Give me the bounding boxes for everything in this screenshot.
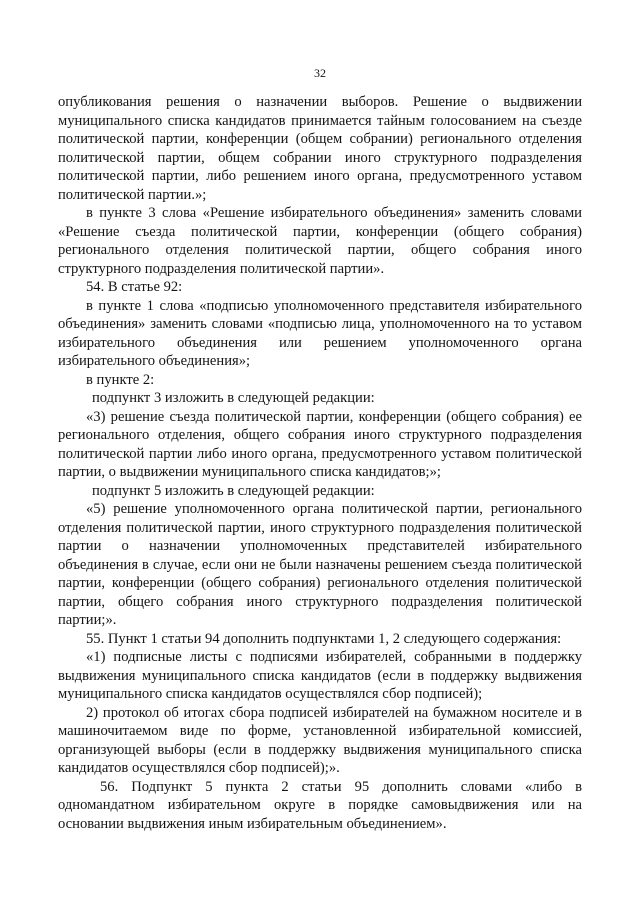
paragraph: опубликования решения о назначении выборов. Решение о выдвижении муниципального списка кандидатов принимается тайным голосованием на съезде политической партии, конференции (общем собрании) регионального отделения политической партии, общем собрании иного структурного подразделения политической партии, либо решением иного органа, предусмотренного уставом политической партии.»; (58, 94, 582, 203)
paragraph: в пункте 1 слова «подписью уполномоченного представителя избирательного объединения» заменить словами «подписью лица, уполномоченного на то уставом избирательного объединения или решением уполномоченного органа избирательного объединения»; (58, 297, 582, 369)
page-number: 32 (314, 66, 326, 80)
paragraph: подпункт 3 изложить в следующей редакции: (92, 390, 375, 406)
paragraph: подпункт 5 изложить в следующей редакции: (92, 482, 375, 499)
paragraph: «1) подписные листы с подписями избирателей, собранными в поддержку выдвижения муниципального списка кандидатов (если в поддержку выдвижения муниципального списка кандидатов осуществлялся сбор подписей); (58, 649, 582, 702)
paragraph: в пункте 2: (86, 371, 155, 388)
document-body (58, 93, 582, 833)
paragraph: «5) решение уполномоченного органа политической партии, регионального отделения политической партии, иного структурного подразделения политической партии о назначении уполномоченных представителей избирательного объединения в случае, если они не были назначены решением съезда политической партии, конференции (общего собрания) регионального отделения политической партии, общего собрания иного структурного подразделения политической партии;». (58, 501, 582, 628)
paragraph: 54. В статье 92: (86, 279, 183, 295)
paragraph: «3) решение съезда политической партии, конференции (общего собрания) ее регионального отделения, общего собрания иного структурного подразделения политической партии либо иного органа, предусмотренного уставом политической партии, о выдвижении муниципального списка кандидатов;»; (58, 408, 582, 480)
paragraph: 55. Пункт 1 статьи 94 дополнить подпунктами 1, 2 следующего содержания: (86, 630, 562, 647)
paragraph: 56. Подпункт 5 пункта 2 статьи 95 дополнить словами «либо в одномандатном избирательном округе в порядке самовыдвижения или на основании выдвижения иным избирательным объединением». (58, 778, 582, 832)
paragraph: в пункте 3 слова «Решение избирательного объединения» заменить словами «Решение съезда политической партии, конференции (общего собрания) регионального отделения политической партии, общего собрания иного структурного подразделения политической партии». (58, 205, 582, 277)
paragraph: 2) протокол об итогах сбора подписей избирателей на бумажном носителе и в машиночитаемом виде по форме, установленной избирательной комиссией, организующей выборы (если в поддержку выдвижения муниципального списка кандидатов осуществлялся сбор подписей);». (58, 704, 582, 776)
